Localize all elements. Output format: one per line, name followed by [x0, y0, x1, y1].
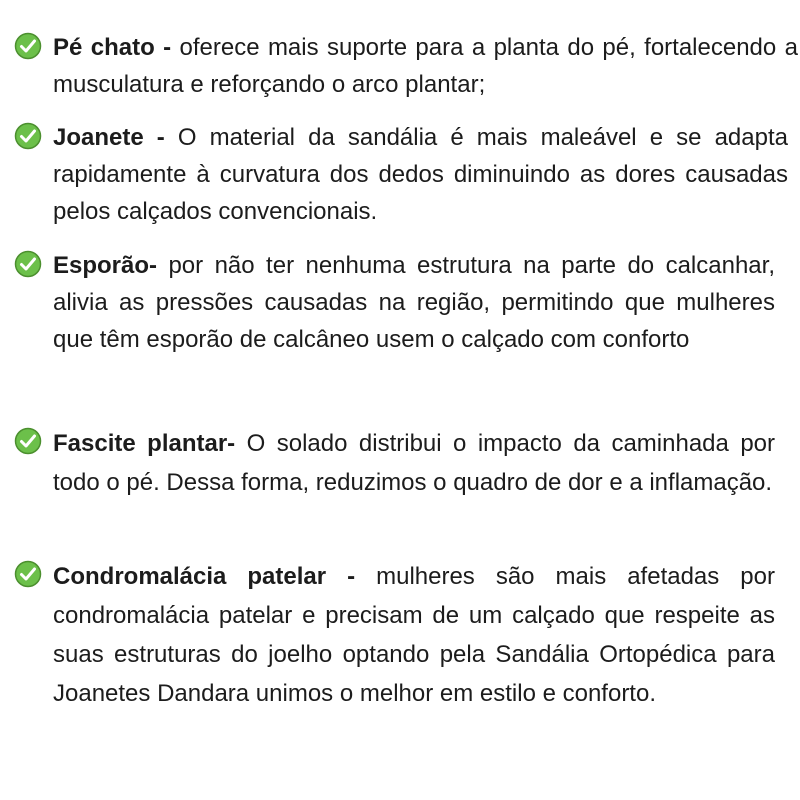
description-text: oferece mais suporte para a planta do pé, fortalecendo a musculatura e reforçando o arco plantar; [53, 34, 798, 98]
description-text: mulheres são mais afetadas por condromalácia patelar e precisam de um calçado que respeite as suas estruturas do joelho optando pela Sandália Ortopédica para Joanetes Dandara unimos o melhor em estilo e conforto. [53, 563, 775, 707]
check-circle-icon [14, 32, 42, 60]
term-label: Condromalácia patelar - [53, 563, 356, 590]
term-label: Joanete - [53, 124, 165, 151]
check-circle-icon [14, 250, 42, 278]
term-label: Esporão- [53, 252, 158, 279]
list-item-text [53, 557, 775, 713]
term-label: Pé chato - [53, 34, 172, 61]
list-item-text [53, 29, 798, 103]
description-text: por não ter nenhuma estrutura na parte do calcanhar, alivia as pressões causadas na região, permitindo que mulheres que têm esporão de calcâneo usem o calçado com conforto [53, 252, 775, 353]
check-circle-icon [14, 427, 42, 455]
check-circle-icon [14, 560, 42, 588]
term-label: Fascite plantar- [53, 430, 236, 457]
list-item-text [53, 424, 775, 502]
description-text: O material da sandália é mais maleável e se adapta rapidamente à curvatura dos dedos diminuindo as dores causadas pelos calçados convencionais. [53, 124, 788, 225]
list-item-text [53, 119, 788, 230]
check-circle-icon [14, 122, 42, 150]
description-text: O solado distribui o impacto da caminhada por todo o pé. Dessa forma, reduzimos o quadro de dor e a inflamação. [53, 430, 776, 496]
list-item-text [53, 247, 775, 358]
